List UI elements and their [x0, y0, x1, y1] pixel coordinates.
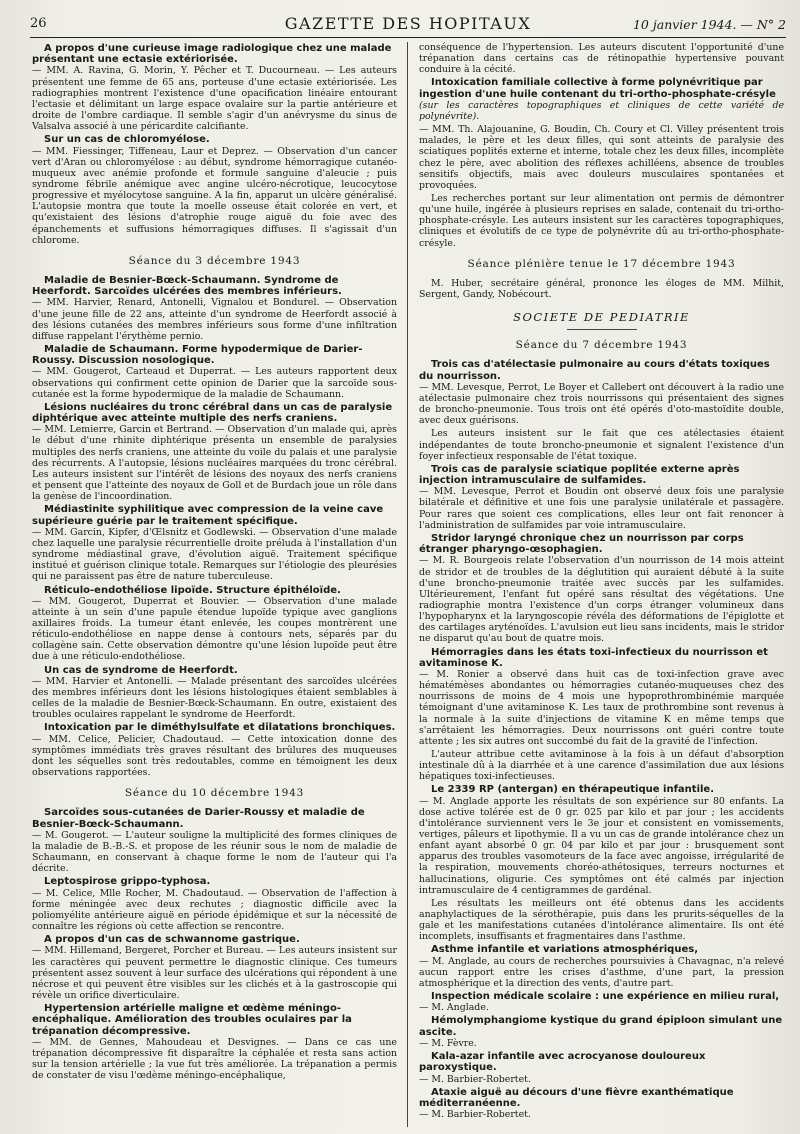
- article-body: — MM. Harvier et Antonelli. — Malade présentant des sarcoïdes ulcérées des membres inférieurs dont les lésions histologiques étaient semblables à celles de la maladie de Besnier-Bœck-Schaumann. En outre, existaient des troubles oculaires rappelant le syndrome de Heerfordt.: [32, 675, 397, 721]
- article-body: — MM. Th. Alajouanine, G. Boudin, Ch. Coury et Cl. Villey présentent trois malades, le père et les deux filles, qui sont atteints de paralysie des sciatiques poplités externe et interne, totale chez les deux filles, incomplète chez le père, avec abolition des réflexes achilléens, absence de troubles sensitifs objectifs, mais avec douleurs musculaires spontanées et provoquées.: [419, 124, 784, 191]
- journal-title: GAZETTE DES HOPITAUX: [284, 14, 532, 33]
- article-title: Le 2339 RP (antergan) en thérapeutique infantile.: [431, 784, 715, 796]
- header-rule: [30, 37, 786, 38]
- session-heading: Séance du 3 décembre 1943: [128, 254, 301, 267]
- article-body: — MM. Levesque, Perrot, Le Boyer et Callebert ont découvert à la radio une atélectasie pulmonaire chez trois nourrissons qui présentaient des signes de broncho-pneumonie. Tous trois ont été opérés d'oto-mastoïdite double, avec deux guérisons.: [419, 381, 784, 427]
- article-title: Lésions nucléaires du tronc cérébral dans un cas de paralysie diphtérique avec atteinte multiple des nerfs craniens.: [32, 401, 393, 425]
- article-title: Stridor laryngé chronique chez un nourrisson par corps étranger pharyngo-œsophagien.: [419, 532, 744, 556]
- issue-date: 10 janvier 1944. — N° 2: [632, 17, 786, 32]
- right-column: [419, 42, 784, 1127]
- article-title: Réticulo-endothéliose lipoïde. Structure épithéloïde.: [44, 584, 341, 596]
- article-title: Hémolymphangiome kystique du grand épiploon simulant une ascite.: [419, 1015, 783, 1038]
- column-divider: [407, 42, 408, 1127]
- article-title: Sur un cas de chloromyélose.: [44, 134, 210, 146]
- page-header: [30, 14, 786, 36]
- society-heading: [419, 312, 784, 330]
- article-body: — MM. Garcin, Kipfer, d'Œlsnitz et Godlewski. — Observation d'une malade chez laquelle une paralysie récurrentielle droite préluda à l'installation d'un syndrome médiastinal grave, d'évolution aiguë. Traitement spécifique institué et guérison clinique totale. Remarques sur l'étiologie des pleurésies qui ne paraissent pas être de nature tuberculeuse.: [32, 526, 397, 583]
- article-title: Intoxication par le diméthylsulfate et dilatations bronchiques.: [44, 722, 396, 734]
- article-body: Les auteurs insistent sur le fait que ces atélectasies étaient indépendantes de toute broncho-pneumonie et signalent l'existence d'un foyer infectieux responsable de l'état toxique.: [419, 428, 784, 462]
- article-body: Les recherches portant sur leur alimentation ont permis de démontrer qu'une huile, ingérée à plusieurs reprises en salade, contenait du tri-ortho-phosphate-crésyle. Les auteurs insistent sur les caractères topographiques, cliniques et évolutifs de ce type de polynévrite dû au tri-ortho-phosphate-crésyle.: [419, 193, 784, 249]
- article-title: Maladie de Besnier-Bœck-Schaumann. Syndrome de Heerfordt. Sarcoïdes ulcérées des membres inférieurs.: [32, 274, 342, 298]
- article-body: — MM. A. Ravina, G. Morin, Y. Pêcher et T. Ducourneau. — Les auteurs présentent une femme de 65 ans, porteuse d'une ectasie extériorisée. Les radiographies montrent l'existence d'une opacification linéaire entourant l'ectasie et délimitant un large espace ovalaire sur la partie antérieure et droite de l'ombre cardiaque. Il semble s'agir d'un anévrysme du sinus de Valsalva associé à une péricardite calcifiante.: [32, 65, 397, 133]
- article-title: Hémorragies dans les états toxi-infectieux du nourrisson et avitaminose K.: [419, 646, 768, 669]
- article-title: Kala-azar infantile avec acrocyanose douloureux paroxystique.: [419, 1051, 706, 1074]
- article-title: Hypertension artérielle maligne et œdème méningo-encéphalique. Amélioration des troubles oculaires par la trépanation décompressive.: [32, 1003, 352, 1037]
- article-body: Les résultats les meilleurs ont été obtenus dans les accidents anaphylactiques de la sérothérapie, puis dans les prurits-séquelles de la gale et les manifestations cutanées d'intolérance alimentaire. Ils ont été incomplets, insuffisants et fragmentaires dans l'asthme.: [419, 897, 784, 943]
- article-body: — MM. Fiessinger, Tiffeneau, Laur et Deprez. — Observation d'un cancer vert d'Aran ou chloromyélose : au début, syndrome hémorragique cutanéo-muqueux avec anémie profonde et formule sanguine d'aleucie ; puis syndrome fébrile anémique avec angine ulcéro-nécrotique, leucocytose progressive et myélocytose sanguine. A la fin, apparut un ulcère généralisé. L'autopsie montra que toute la moelle osseuse était colorée en vert, et qu'existaient des lésions d'atrophie rouge aiguë du foie avec des épanchements et suffusions hémorragiques diffuses. Il s'agissait d'un chlorome.: [32, 145, 397, 246]
- article-title: Inspection médicale scolaire : une expérience en milieu rural,: [431, 991, 780, 1003]
- article-body: — M. Gougerot. — L'auteur souligne la multiplicité des formes cliniques de la maladie de B.-B.-S. et propose de les réunir sous le nom de maladie de Schaumann, en conservant à chaque forme le nom de l'auteur qui l'a décrite.: [32, 829, 397, 875]
- article-title: Trois cas d'atélectasie pulmonaire au cours d'états toxiques du nourrisson.: [419, 359, 770, 382]
- article-title: Sarcoïdes sous-cutanées de Darier-Roussy et maladie de Besnier-Bœck-Schaumann.: [32, 807, 365, 830]
- article-body: — MM. Gougerot, Carteaud et Duperrat. — Les auteurs rapportent deux observations qui confirment cette opinion de Darier que la sarcoïde sous-cutanée est la forme hypodermique de la maladie de Schaumann.: [32, 366, 397, 400]
- article-title: Leptospirose grippo-typhosa.: [44, 876, 211, 888]
- article-body: M. Huber, secrétaire général, prononce les éloges de MM. Milhit, Sergent, Gandy, Nobécourt.: [419, 277, 784, 300]
- article-subtitle: (sur les caractères topographiques et cliniques de cette variété de polynévrite).: [419, 99, 784, 123]
- article-body: — M. Barbier-Robertet.: [419, 1109, 531, 1121]
- article-body: — MM. Levesque, Perrot et Boudin ont observé deux fois une paralysie bilatérale et définitive et une fois une paralysie unilatérale et passagère. Pour rares que soient ces complications, elles leur ont fait renoncer à l'administration de sulfamides par voie intramusculaire.: [419, 486, 784, 531]
- session-heading: Séance plénière tenue le 17 décembre 1943: [467, 257, 736, 270]
- session-heading: Séance du 10 décembre 1943: [124, 787, 305, 800]
- article-body: conséquence de l'hypertension. Les auteurs discutent l'opportunité d'une trépanation dans certains cas de rétinopathie hypertensive pouvant conduire à la cécité.: [419, 42, 784, 76]
- page-number: 26: [30, 16, 47, 31]
- article-body: — MM. Lemierre, Garcin et Bertrand. — Observation d'un malade qui, après le début d'une rhinite diphtérique présenta un ensemble de paralysies multiples des nerfs craniens, une atteinte du voile du palais et une paralysie des récurrents. A l'autopsie, lésions nucléaires marquées du tronc cérébral. Les auteurs insistent sur l'intérêt de lésions des noyaux des nerfs craniens et pensent que l'atteinte des noyaux de Goll et de Burdach joue un rôle dans la genèse de l'incoordination.: [32, 424, 397, 503]
- article-body: — M. Celice, Mlle Rocher, M. Chadoutaud. — Observation de l'affection à forme méningée avec deux rechutes ; diagnostic difficile avec la poliomyélite antérieure aiguë en période épidémique et sur la nécessité de connaître les régions où cette affection se rencontre.: [32, 887, 397, 932]
- article-title: Asthme infantile et variations atmosphériques,: [431, 944, 698, 956]
- article-title: Maladie de Schaumann. Forme hypodermique de Darier-Roussy. Discussion nosologique.: [32, 343, 363, 367]
- article-body: — M. Anglade apporte les résultats de son expérience sur 80 enfants. La dose active tolérée est de 0 gr. 025 par kilo et par jour ; les accidents d'intolérance surviennent vers le 3e jour et consistent en vomissements, vertiges, pâleurs et lipothymie. Il a vu un cas de grande intolérance chez un enfant ayant absorbé 0 gr. 04 par kilo et par jour : brusquement sont apparus des troubles vasomoteurs de la face avec angoisse, irrégularité de la respiration, mouvements choréo-athétosiques, terreurs nocturnes et hallucinations, oligurie. Ces symptômes ont été calmés par injection intramusculaire de 4 centigrammes de gardénal.: [419, 795, 784, 896]
- article-body: — M. Anglade.: [419, 1002, 489, 1014]
- article-body: — M. Ronier a observé dans huit cas de toxi-infection grave avec hématémèses abondantes ou hémorragies cutanéo-muqueuses chez des nourrissons de moins de 4 mois une hypoprothrombinémie marquée témoignant d'une avitaminose K. Les taux de prothrombine sont revenus à la normale à la suite d'injections de vitamine K en même temps que s'arrêtaient les hémorragies. Deux nourrissons ont guéri contre toute attente ; les six autres ont succombé du fait de la gravité de l'infection.: [419, 668, 784, 747]
- article-title: Intoxication familiale collective à forme polynévritique par ingestion d'une huile contenant du tri-ortho-phosphate-crésyle: [419, 77, 776, 100]
- article-body: L'auteur attribue cette avitaminose à la fois à un défaut d'absorption intestinale dû à la diarrhée et à une carence d'assimilation due aux lésions hépatiques toxi-infectieuses.: [419, 748, 784, 783]
- session-heading: Séance du 7 décembre 1943: [515, 339, 688, 352]
- article-title: A propos d'une curieuse image radiologique chez une malade présentant une ectasie extériorisée.: [32, 43, 392, 66]
- left-column: [32, 42, 397, 1127]
- article-body: — M. R. Bourgeois relate l'observation d'un nourrisson de 14 mois atteint de stridor et de troubles de la déglutition qui auraient débuté à la suite d'une broncho-pneumonie traitée avec succès par les sulfamides. Ultérieurement, l'enfant fut opéré sans résultat des végétations. Une radiographie montra l'existence d'un corps étranger volumineux dans l'hypopharynx et la laryngoscopie révéla des déformations de l'épiglotte et des cartilages aryténoïdes. L'avulsion eut lieu sans incidents, mais le stridor ne disparut qu'au bout de quatre mois.: [419, 555, 784, 645]
- article-body: — MM. Celice, Pelicier, Chadoutaud. — Cette intoxication donne des symptômes immédiats très graves résultant des brûlures des muqueuses dont les séquelles sont très redoutables, comme en témoignent les deux observations rapportées.: [32, 733, 397, 779]
- article-body: — MM. de Gennes, Mahoudeau et Desvignes. — Dans ce cas une trépanation décompressive fit disparaître la céphalée et resta sans action sur la tension artérielle ; la vue fut très améliorée. La trépanation a permis de constater de visu l'œdème méningo-encéphalique,: [32, 1036, 397, 1082]
- article-title: A propos d'un cas de schwannome gastrique.: [44, 934, 300, 946]
- article-title: Médiastinite syphilitique avec compression de la veine cave supérieure guérie par le traitement spécifique.: [32, 504, 384, 527]
- article-body: — MM. Gougerot, Duperrat et Bouvier. — Observation d'une malade atteinte à un sein d'une papule étendue lupoïde typique avec ganglions axillaires froids. La tumeur étant enlevée, les coupes montrèrent une réticulo-endothéliose en nappe dense à contours nets, séparés par du collagène sain. Cette observation démontre qu'une lésion lupoïde peut être due à une réticulo-endothéliose.: [32, 595, 397, 663]
- article-body: — M. Fèvre.: [419, 1037, 477, 1049]
- article-body: — MM. Hillemand, Bergeret, Porcher et Bureau. — Les auteurs insistent sur les caractères qui peuvent permettre le diagnostic clinique. Ces tumeurs présentent assez souvent à leur surface des ulcérations qui répondent à une nécrose et qui peuvent être visibles sur les clichés et à la gastroscopie qui révèle un orifice diverticulaire.: [32, 945, 397, 1001]
- article-title: Ataxie aiguë au décours d'une fièvre exanthématique méditerranéenne.: [419, 1086, 734, 1109]
- society-rule: [567, 329, 637, 330]
- article-body: — M. Barbier-Robertet.: [419, 1073, 531, 1085]
- article-body: — MM. Harvier, Renard, Antonelli, Vignalou et Bondurel. — Observation d'une jeune fille de 22 ans, atteinte d'un syndrome de Heerfordt associé à des lésions cutanées des membres inférieurs sous forme d'une infiltration diffuse rappelant l'érythème pernio.: [32, 297, 397, 342]
- article-body: — M. Anglade, au cours de recherches poursuivies à Chavagnac, n'a relevé aucun rapport entre les crises d'asthme, d'une part, la pression atmosphérique et la direction des vents, d'autre part.: [419, 955, 784, 989]
- article-title: Trois cas de paralysie sciatique poplitée externe après injection intramusculaire de sulfamides.: [419, 463, 740, 487]
- society-name: SOCIETE DE PEDIATRIE: [513, 310, 690, 325]
- article-title: Un cas de syndrome de Heerfordt.: [44, 664, 238, 676]
